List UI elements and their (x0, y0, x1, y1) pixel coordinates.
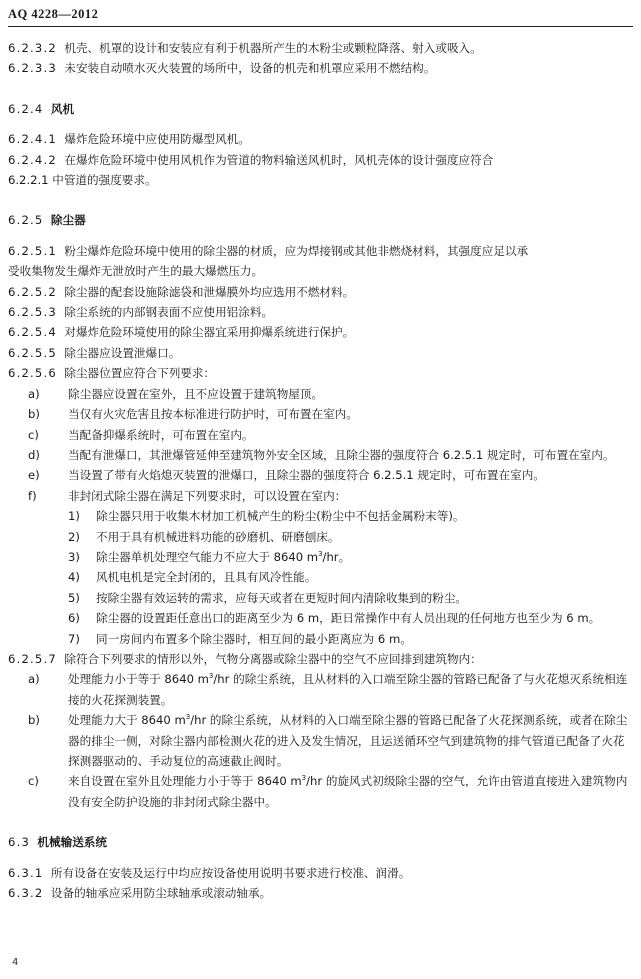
clause-6-2-5-1: 6.2.5.1 粉尘爆炸危险环境中使用的除尘器的材质，应为焊接钢或其他非燃烧材料，其强度应足以承 (8, 243, 529, 258)
list-item: c) 当配备抑爆系统时，可布置在室内。 (28, 427, 254, 442)
list-item: 7) 同一房间内布置多个除尘器时，相互间的最小距离应为 6 m。 (68, 631, 412, 646)
list-item: 4) 风机电机是完全封闭的，且具有风冷性能。 (68, 570, 317, 585)
list-item: a) 处理能力小于等于 8640 $m^3/hr$ 的除尘系统，且从材料的入口端至除尘器的管路已配备了与火花熄灭系统相连接的火花探测装置。 (28, 672, 628, 707)
header-rule (8, 26, 633, 27)
list-item: c) 来自设置在室外且处理能力小于等于 8640 $m^3/hr$ 的旋风式初级除尘器的空气，允许由管道直接进入建筑物内没有安全防护设施的非封闭式除尘器中。 (28, 774, 628, 809)
list-6-2-5-6 (8, 384, 628, 649)
list-item: 2) 不用于具有机械进料功能的砂磨机、研磨刨床。 (68, 529, 340, 544)
clause-6-3-1: 6.3.1 所有设备在安装及运行中均应按设备使用说明书要求进行校准、润滑。 (8, 865, 411, 880)
section-heading-6-2-5: 6.2.5 除尘器 (8, 213, 86, 228)
list-item: b) 当仅有火灾危害且按本标准进行防护时，可布置在室内。 (28, 407, 358, 422)
clause-6-2-5-7: 6.2.5.7 除符合下列要求的情形以外，气物分离器或除尘器中的空气不应回排到建筑物内： (8, 651, 482, 666)
clause-6-2-5-5: 6.2.5.5 除尘器应设置泄爆口。 (8, 345, 181, 360)
clause-6-2-5-1-continued: 受收集物发生爆炸无泄放时产生的最大爆燃压力。 (8, 264, 264, 279)
list-6-2-5-7 (8, 669, 628, 812)
sublist-f (8, 506, 628, 649)
list-item: 3) 除尘器单机处理空气能力不应大于 8640 $m^3/hr$。 (68, 549, 351, 564)
clause-6-3-2: 6.3.2 设备的轴承应采用防尘球轴承或滚动轴承。 (8, 886, 272, 901)
clause-6-2-5-6: 6.2.5.6 除尘器位置应符合下列要求： (8, 366, 216, 381)
clause-6-2-3-2: 6.2.3.2 机壳、机罩的设计和安装应有利于机器所产生的木粉尘或颗粒降落、射入或吸入。 (8, 41, 482, 55)
clause-6-2-5-4: 6.2.5.4 对爆炸危险环境使用的除尘器宜采用抑爆系统进行保护。 (8, 325, 355, 340)
clause-6-2-5-2: 6.2.5.2 除尘器的配套设施除滤袋和泄爆膜外均应选用不燃材料。 (8, 284, 355, 299)
list-item: b) 处理能力大于 8640 $m^3/hr$ 的除尘系统，从材料的入口端至除尘器的管路已配备了火花探测系统，或者在除尘器的排尘一侧，对除尘器内部检测火花的进入及发生情况，且运送循环空气到建筑物的排气管道已配备了火花探测器驱动的、手动复位的高速截止阀时。 (28, 713, 628, 768)
clause-6-2-3-3: 6.2.3.3 未安装自动喷水灭火装置的场所中，设备的机壳和机罩应采用不燃结构。 (8, 61, 436, 76)
document-body (8, 38, 628, 903)
clause-6-2-4-1: 6.2.4.1 爆炸危险环境中应使用防爆型风机。 (8, 132, 250, 147)
clause-6-2-4-2-continued: 6.2.2.1 中管道的强度要求。 (8, 173, 157, 188)
clause-6-2-4-2: 6.2.4.2 在爆炸危险环境中使用风机作为管道的物料输送风机时，风机壳体的设计强度应符合 (8, 152, 494, 167)
standard-code: AQ 4228—2012 (8, 7, 99, 21)
list-item: d) 当配有泄爆口，其泄爆管延伸至建筑物外安全区域，且除尘器的强度符合 6.2.5.1 规定时，可布置在室内。 (28, 447, 615, 462)
list-item: f) 非封闭式除尘器在满足下列要求时，可以设置在室内： (28, 488, 347, 503)
clause-6-2-5-3: 6.2.5.3 除尘系统的内部钢表面不应使用铝涂料。 (8, 305, 274, 320)
list-item: a) 除尘器应设置在室外，且不应设置于建筑物屋顶。 (28, 386, 324, 401)
section-heading-6-3: 6.3 机械输送系统 (8, 835, 107, 850)
page-number: 4 (12, 957, 19, 968)
list-item: 1) 除尘器只用于收集木材加工机械产生的粉尘(粉尘中不包括金属粉末等)。 (68, 509, 465, 524)
list-item: 5) 按除尘器有效运转的需求，应每天或者在更短时间内清除收集到的粉尘。 (68, 590, 468, 605)
list-item: 6) 除尘器的设置距任意出口的距离至少为 6 m，距日常操作中有人员出现的任何地方也至少为 6 m。 (68, 611, 601, 626)
section-heading-6-2-4: 6.2.4 风机 (8, 101, 75, 116)
list-item: e) 当设置了带有火焰熄灭装置的泄爆口，且除尘器的强度符合 6.2.5.1 规定时，可布置在室内。 (28, 468, 545, 483)
